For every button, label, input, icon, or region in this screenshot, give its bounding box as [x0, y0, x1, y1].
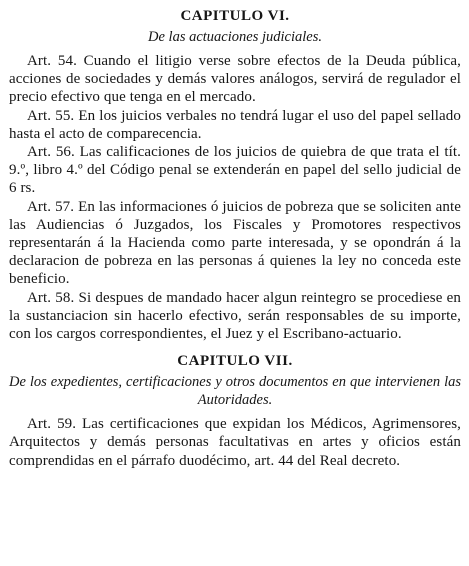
document-page: [9, 6, 461, 470]
chapter-7-heading: CAPITULO VII.: [177, 353, 293, 370]
chapter-6-subtitle: De las actuaciones judiciales.: [148, 29, 322, 45]
chapter-spacer: [9, 343, 461, 351]
chapter-6-heading: CAPITULO VI.: [180, 8, 290, 24]
article-54: Art. 54. Cuando el litigio verse sobre efectos de la Deuda pública, acciones de sociedades y demás valores análogos, servirá de regulador el precio efectivo que tenga en el mercado.: [9, 53, 461, 106]
article-59: Art. 59. Las certificaciones que expidan los Médicos, Agrimensores, Arquitectos y demás personas facultativas en artes y oficios están comprendidas en el párrafo duodécimo, art. 44 del Real decreto.: [9, 416, 461, 469]
article-56: Art. 56. Las calificaciones de los juicios de quiebra de que trata el tít. 9.º, libro 4.º del Código penal se extenderán en papel del sello judicial de 6 rs.: [9, 144, 461, 197]
article-58: Art. 58. Si despues de mandado hacer algun reintegro se procediese en la sustanciacion sin hacerlo efectivo, serán responsables de su importe, con los cargos correspondientes, el Juez y el Escribano-actuario.: [9, 289, 461, 343]
chapter-7-subtitle: De los expedientes, certificaciones y otros documentos en que intervienen las Autoridades.: [9, 374, 461, 409]
article-55: Art. 55. En los juicios verbales no tendrá lugar el uso del papel sellado hasta el acto de comparecencia.: [9, 107, 461, 142]
article-57: Art. 57. En las informaciones ó juicios de pobreza que se soliciten ante las Audiencias ó Juzgados, los Fiscales y Promotores respectivos representarán á la Hacienda como parte interesada, y se opondrán á la declaracion de pobreza en las personas á quienes la ley no conceda este beneficio.: [9, 198, 461, 288]
